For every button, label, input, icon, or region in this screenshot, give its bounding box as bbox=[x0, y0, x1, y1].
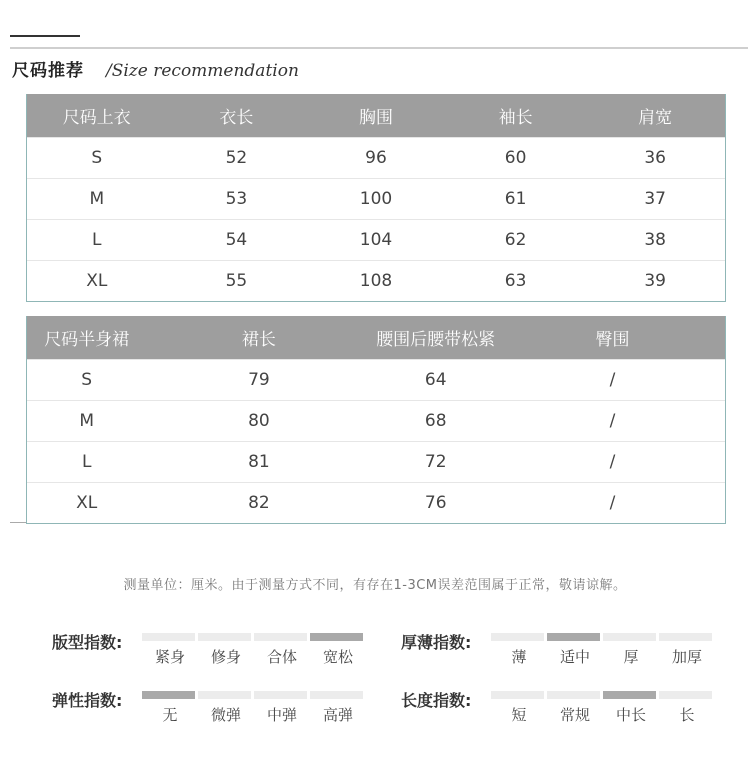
table-cell: / bbox=[609, 493, 616, 513]
index-bar-selected bbox=[310, 633, 363, 641]
header-cell: 胸围 bbox=[358, 108, 393, 128]
index-option-label: 适中 bbox=[559, 648, 590, 666]
left-stub-line bbox=[10, 522, 26, 523]
index-bar bbox=[198, 691, 251, 699]
index-options bbox=[142, 704, 366, 725]
table-cell: 79 bbox=[248, 370, 270, 390]
index-bar-selected bbox=[142, 691, 195, 699]
heading-accent-line bbox=[10, 35, 80, 37]
table-header bbox=[27, 94, 725, 137]
index-bar bbox=[547, 691, 600, 699]
index-bar bbox=[491, 633, 544, 641]
table-cell: S bbox=[81, 370, 93, 390]
index-bar bbox=[142, 633, 195, 641]
table-cell: XL bbox=[76, 493, 98, 513]
table-cell: 100 bbox=[359, 189, 393, 209]
header-cell: 肩宽 bbox=[638, 108, 673, 128]
index-label: 弹性指数: bbox=[52, 691, 123, 710]
top-size-table bbox=[26, 94, 726, 302]
table-cell: M bbox=[89, 189, 105, 209]
header-cell: 衣长 bbox=[219, 108, 254, 128]
heading-en: /Size recommendation bbox=[106, 61, 299, 81]
table-cell: M bbox=[79, 411, 95, 431]
table-cell: 39 bbox=[644, 271, 666, 291]
table-cell: 81 bbox=[248, 452, 270, 472]
index-option-label: 中弹 bbox=[266, 706, 297, 724]
index-label: 厚薄指数: bbox=[401, 633, 472, 652]
index-bar bbox=[198, 633, 251, 641]
table-row bbox=[27, 260, 725, 301]
index-options bbox=[142, 646, 366, 667]
table-cell: 63 bbox=[504, 271, 527, 291]
table-row bbox=[27, 441, 725, 482]
table-cell: 36 bbox=[644, 148, 666, 168]
heading-divider bbox=[10, 47, 748, 49]
index-options bbox=[491, 704, 715, 725]
table-cell: L bbox=[81, 452, 92, 472]
table-header bbox=[27, 316, 725, 359]
table-cell: 61 bbox=[504, 189, 527, 209]
table-row bbox=[27, 359, 725, 400]
measurement-note: 测量单位：厘米。由于测量方式不同，有存在1-3CM误差范围属于正常，敬请谅解。 bbox=[123, 578, 627, 593]
heading-cn: 尺码推荐 bbox=[12, 61, 84, 81]
index-bar bbox=[603, 633, 656, 641]
table-cell: 104 bbox=[359, 230, 393, 250]
index-bar bbox=[310, 691, 363, 699]
index-bar bbox=[491, 691, 544, 699]
table-cell: 68 bbox=[424, 411, 447, 431]
header-cell: 腰围后腰带松紧 bbox=[376, 330, 496, 350]
table-cell: / bbox=[609, 411, 616, 431]
table-cell: 82 bbox=[248, 493, 270, 513]
table-cell: 60 bbox=[504, 148, 527, 168]
index-option-label: 短 bbox=[511, 706, 527, 724]
index-option-label: 高弹 bbox=[322, 706, 353, 724]
table-cell: 108 bbox=[359, 271, 393, 291]
header-cell: 臀围 bbox=[595, 330, 630, 350]
index-bar-selected bbox=[547, 633, 600, 641]
table-cell: 37 bbox=[644, 189, 666, 209]
index-option-label: 中长 bbox=[615, 706, 646, 724]
header-cell: 裙长 bbox=[241, 330, 276, 350]
section-heading bbox=[12, 56, 299, 80]
table-cell: 38 bbox=[644, 230, 666, 250]
index-bars bbox=[491, 633, 715, 641]
index-bars bbox=[142, 633, 366, 641]
table-cell: L bbox=[92, 230, 102, 250]
index-option-label: 宽松 bbox=[322, 648, 353, 666]
table-cell: / bbox=[609, 452, 616, 472]
index-bar bbox=[254, 691, 307, 699]
table-cell: 80 bbox=[248, 411, 270, 431]
index-option-label: 常规 bbox=[559, 706, 590, 724]
table-row bbox=[27, 400, 725, 441]
table-row bbox=[27, 137, 725, 178]
table-cell: 54 bbox=[225, 230, 248, 250]
index-option-label: 加厚 bbox=[671, 648, 702, 666]
index-bars bbox=[142, 691, 366, 699]
index-option-label: 长 bbox=[679, 706, 695, 724]
index-options bbox=[491, 646, 715, 667]
index-bars bbox=[491, 691, 715, 699]
header-cell: 袖长 bbox=[498, 108, 533, 128]
table-row bbox=[27, 178, 725, 219]
skirt-size-table bbox=[26, 316, 726, 524]
table-row bbox=[27, 482, 725, 523]
table-cell: 52 bbox=[225, 148, 248, 168]
header-cell: 尺码上衣 bbox=[62, 108, 131, 128]
index-label: 长度指数: bbox=[401, 691, 472, 710]
table-cell: S bbox=[91, 148, 103, 168]
table-cell: 53 bbox=[225, 189, 248, 209]
index-bar bbox=[659, 633, 712, 641]
table-row bbox=[27, 219, 725, 260]
index-option-label: 厚 bbox=[623, 648, 639, 666]
table-cell: / bbox=[609, 370, 616, 390]
header-cell: 尺码半身裙 bbox=[44, 330, 130, 350]
index-option-label: 无 bbox=[162, 706, 178, 724]
index-option-label: 紧身 bbox=[154, 648, 185, 666]
table-cell: XL bbox=[86, 271, 108, 291]
table-cell: 64 bbox=[424, 370, 447, 390]
index-option-label: 合体 bbox=[266, 648, 297, 666]
table-cell: 96 bbox=[365, 148, 387, 168]
index-bar bbox=[659, 691, 712, 699]
index-option-label: 微弹 bbox=[210, 706, 241, 724]
index-option-label: 薄 bbox=[511, 648, 527, 666]
index-option-label: 修身 bbox=[210, 648, 241, 666]
table-cell: 62 bbox=[504, 230, 527, 250]
index-bar bbox=[254, 633, 307, 641]
table-cell: 55 bbox=[225, 271, 248, 291]
index-label: 版型指数: bbox=[52, 633, 123, 652]
table-cell: 76 bbox=[424, 493, 447, 513]
table-cell: 72 bbox=[424, 452, 447, 472]
index-bar-selected bbox=[603, 691, 656, 699]
